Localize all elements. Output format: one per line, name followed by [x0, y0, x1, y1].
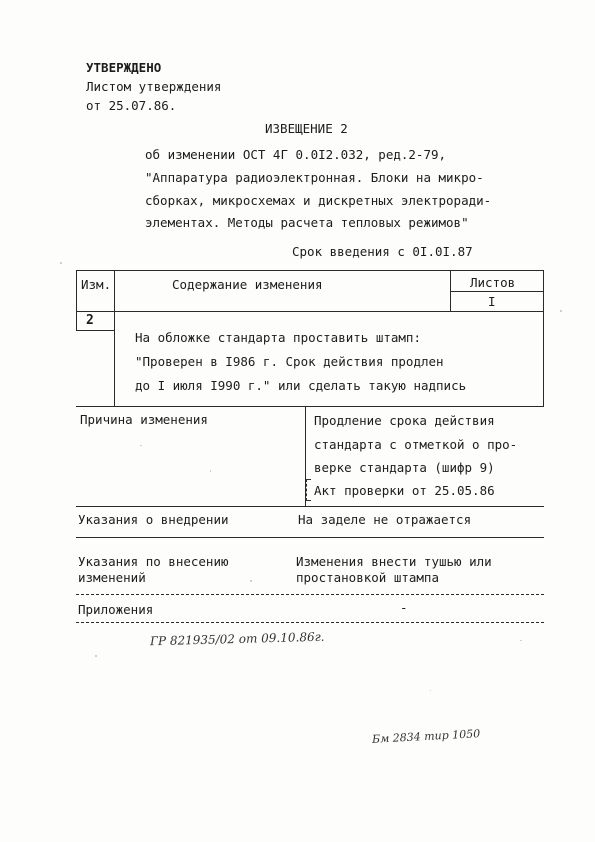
change-no-underline — [76, 330, 114, 331]
table-right-border — [543, 270, 544, 406]
content-line-2: "Проверен в I986 г. Срок действия продлен — [135, 354, 444, 369]
reason-line-2: стандарта с отметкой о про- — [314, 437, 518, 452]
scan-speck — [95, 655, 97, 657]
entry-label-1: Указания по внесению — [78, 554, 229, 569]
appendix-value: - — [400, 600, 408, 615]
effective-date: Срок введения с 0I.0I.87 — [292, 244, 473, 259]
table-header-rule — [76, 311, 544, 312]
scan-speck — [140, 445, 142, 446]
col-sheets: Листов — [470, 275, 516, 290]
entry-value-1: Изменения внести тушью или — [296, 554, 492, 569]
notice-line-2: "Аппаратура радиоэлектронная. Блоки на микро- — [145, 170, 484, 185]
entry-value-2: простановкой штампа — [296, 570, 439, 585]
notice-line-4: элементах. Методы расчета тепловых режимов" — [145, 215, 469, 230]
entry-bottom-rule — [76, 594, 544, 595]
notice-line-1: об изменении ОСТ 4Г 0.0I2.032, ред.2-79, — [145, 147, 447, 162]
scan-speck — [560, 310, 562, 312]
order-note: Бм 2834 тир 1050 — [371, 727, 481, 746]
sheets-value: I — [488, 294, 496, 309]
reason-line-3: верке стандарта (шифр 9) — [314, 460, 495, 475]
scan-speck — [520, 640, 522, 641]
approval-heading: УТВЕРЖДЕНО — [86, 60, 162, 75]
entry-label-2: изменений — [78, 570, 146, 585]
reason-bottom-rule — [76, 506, 544, 507]
sheets-sub-rule — [450, 291, 544, 292]
table-bottom-rule — [76, 406, 544, 407]
registration-note: ГР 821935/02 от 09.10.86г. — [149, 629, 325, 649]
reason-line-1: Продление срока действия — [314, 413, 495, 428]
content-line-1: На обложке стандарта проставить штамп: — [135, 330, 421, 345]
col-change-no: Изм. — [81, 277, 112, 292]
sheets-divider — [450, 270, 451, 311]
scan-speck — [430, 690, 431, 691]
implementation-label: Указания о внедрении — [78, 512, 229, 527]
implementation-value: На заделе не отражается — [298, 512, 472, 527]
scan-speck — [60, 262, 62, 264]
content-line-3: до I июля I990 г." или сделать такую надпись — [135, 378, 467, 393]
approval-date: от 25.07.86. — [86, 98, 177, 113]
col-content: Содержание изменения — [172, 277, 323, 292]
appendix-bottom-rule — [76, 622, 544, 623]
change-no-value: 2 — [86, 313, 94, 328]
change-no-divider — [114, 270, 115, 406]
approval-sheet: Листом утверждения — [86, 79, 222, 94]
scan-speck — [250, 580, 252, 582]
table-left-border — [76, 270, 77, 330]
reason-label: Причина изменения — [80, 412, 208, 427]
act-bracket — [306, 479, 311, 501]
notice-line-3: сборках, микросхемах и дискретных электроради- — [145, 193, 492, 208]
table-top-rule — [76, 270, 544, 271]
implementation-bottom-rule — [76, 537, 544, 538]
scan-speck — [210, 470, 211, 472]
reason-line-4: Акт проверки от 25.05.86 — [314, 483, 495, 498]
appendix-label: Приложения — [78, 602, 154, 617]
notice-title: ИЗВЕЩЕНИЕ 2 — [265, 121, 348, 136]
